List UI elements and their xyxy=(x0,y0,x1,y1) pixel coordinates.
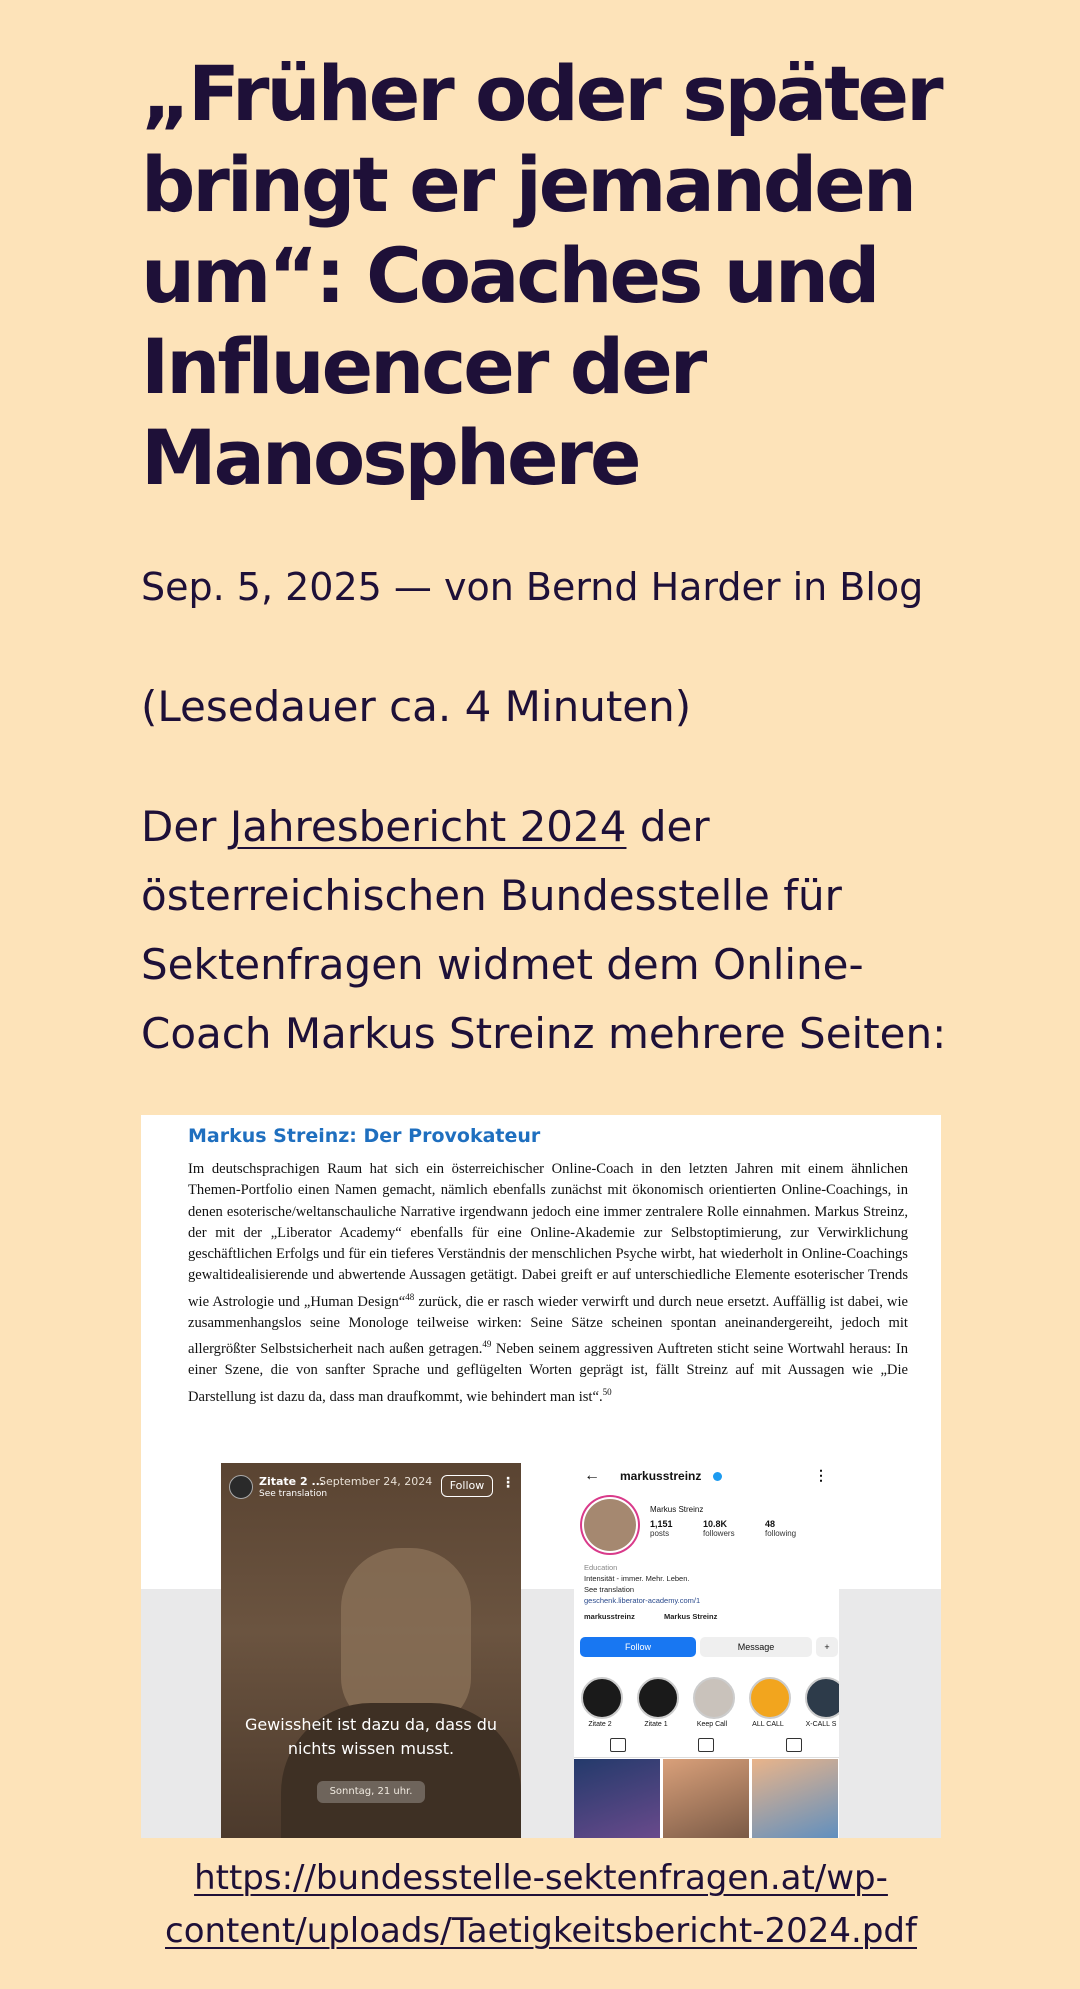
instagram-story-screenshot xyxy=(221,1463,521,1838)
profile-tabs xyxy=(574,1735,839,1758)
report-text-2: zurück, die er rasch wieder verwirft und durch neue ersetzt. Auffällig ist dabei, wie zusammenhangslos seine Monologe teilweise wirken: Seine Sätze scheinen spontan aneinandergereiht, jedoch mit allergrößter Selbstsicherheit nach außen getragen. xyxy=(188,1293,909,1358)
intro-paragraph xyxy=(141,792,961,1068)
story-quote: Gewissheit ist dazu da, dass du nichts wissen musst. xyxy=(244,1715,498,1758)
profile-message-button: Message xyxy=(700,1637,812,1657)
posts-label: posts xyxy=(650,1529,670,1538)
highlight-label: Keep Call xyxy=(696,1721,728,1728)
post-thumbnail xyxy=(663,1759,749,1838)
profile-category: Education xyxy=(584,1563,618,1572)
grid-icon xyxy=(610,1738,626,1752)
posts-stat xyxy=(650,1519,673,1538)
profile-more-icon: ⋮ xyxy=(814,1467,828,1483)
highlight-label: Zitate 2 xyxy=(588,1721,612,1728)
intro-text-before: Der xyxy=(141,802,230,851)
post-thumbnail xyxy=(752,1759,838,1838)
image-caption xyxy=(141,1852,941,1958)
highlight-label: X-CALL S xyxy=(805,1721,837,1728)
add-user-icon: + xyxy=(816,1637,838,1657)
story-follow-button: Follow xyxy=(441,1475,493,1497)
footnote-48: 48 xyxy=(405,1291,415,1302)
highlight-all-call xyxy=(749,1677,791,1719)
story-header xyxy=(229,1475,514,1501)
followers-label: followers xyxy=(703,1529,735,1538)
person-face xyxy=(341,1548,471,1728)
report-text-3: Neben seinem aggressiven Auftreten sticht seine Wortwahl heraus: In einer Szene, die von sanfter Sprache und geflügelten Worten geprägt ist, fällt Streinz auf mit Aussagen wie „Die Darstellung ist dazu da, dass man draufkommt, wie behindert man ist“. xyxy=(188,1341,908,1405)
report-excerpt-image xyxy=(141,1115,941,1838)
profile-avatar xyxy=(584,1499,636,1551)
highlight-keep-call xyxy=(693,1677,735,1719)
profile-see-translation: See translation xyxy=(584,1585,635,1594)
story-date: September 24, 2024 xyxy=(319,1475,433,1488)
report-paragraph xyxy=(188,1159,908,1408)
followers-stat xyxy=(703,1519,735,1538)
story-see-translation: See translation xyxy=(259,1489,328,1499)
story-more-icon: ⋮ xyxy=(501,1475,515,1491)
highlight-zitate-2 xyxy=(581,1677,623,1719)
highlight-label: ALL CALL xyxy=(752,1721,784,1728)
posts-count: 1,151 xyxy=(650,1519,673,1529)
article-meta: Sep. 5, 2025 — von Bernd Harder in Blog xyxy=(141,565,924,609)
instagram-profile-screenshot xyxy=(574,1463,839,1838)
profile-link: geschenk.liberator-academy.com/1 xyxy=(584,1596,701,1605)
highlight-label: Zitate 1 xyxy=(644,1721,668,1728)
report-heading: Markus Streinz: Der Provokateur xyxy=(188,1125,541,1147)
article-title: „Früher oder später bringt er jemanden um“: Coaches und Influencer der Manosphere xyxy=(141,49,941,502)
verified-badge-icon xyxy=(713,1472,722,1481)
reading-time: (Lesedauer ca. 4 Minuten) xyxy=(141,682,692,731)
profile-full-name: Markus Streinz xyxy=(650,1505,704,1514)
profile-threads-handle: markusstreinz xyxy=(584,1612,635,1621)
back-arrow-icon: ← xyxy=(584,1467,600,1484)
following-stat xyxy=(765,1519,796,1538)
story-avatar xyxy=(229,1475,253,1499)
reels-icon xyxy=(698,1738,714,1752)
report-text-1: Im deutschsprachigen Raum hat sich ein österreichischer Online-Coach in den letzten Jahren mit einem ähnlichen Themen-Portfolio einen Namen gemacht, nämlich ebenfalls zunächst mit ökonomisch orientierten Online-Coachings, in denen esoterische/weltanschauliche Narrative irgendwann jedoch eine immer zentralere Rolle einnahmen. Markus Streinz, der mit der „Liberator Academy“ ebenfalls für eine Online-Akademie zur Selbstoptimierung, zur Verwirklichung geschäftlichen Erfolgs und für ein tieferes Verständnis der menschlichen Psyche wirbt, hat wiederholt in Online-Coachings gewaltidealisierende und abwertende Aussagen getätigt. Dabei greift er auf unterschiedliche Elemente esoterischer Trends wie Astrologie und „Human Design“ xyxy=(188,1161,908,1310)
story-username: Zitate 2 ... xyxy=(259,1475,324,1488)
intro-text-after: der österreichischen Bundesstelle für Sektenfragen widmet dem Online-Coach Markus Streinz mehrere Seiten: xyxy=(141,802,947,1058)
post-thumbnail xyxy=(574,1759,660,1838)
highlight-zitate-1 xyxy=(637,1677,679,1719)
jahresbericht-link[interactable]: Jahresbericht 2024 xyxy=(229,802,627,851)
profile-bio: Intensität - immer. Mehr. Leben. xyxy=(584,1574,690,1583)
footnote-49: 49 xyxy=(482,1339,492,1350)
profile-username: markusstreinz xyxy=(620,1469,702,1483)
following-count: 48 xyxy=(765,1519,776,1529)
profile-page-link: Markus Streinz xyxy=(664,1612,718,1621)
footnote-50: 50 xyxy=(602,1386,612,1397)
tagged-icon xyxy=(786,1738,802,1752)
highlight-x-call xyxy=(805,1677,839,1719)
followers-count: 10.8K xyxy=(703,1519,728,1529)
profile-follow-button: Follow xyxy=(580,1637,696,1657)
story-link-sticker: Sonntag, 21 uhr. xyxy=(317,1781,425,1803)
source-pdf-link[interactable]: https://bundesstelle-sektenfragen.at/wp-content/uploads/Taetigkeitsbericht-2024.pdf xyxy=(165,1858,917,1951)
following-label: following xyxy=(765,1529,797,1538)
